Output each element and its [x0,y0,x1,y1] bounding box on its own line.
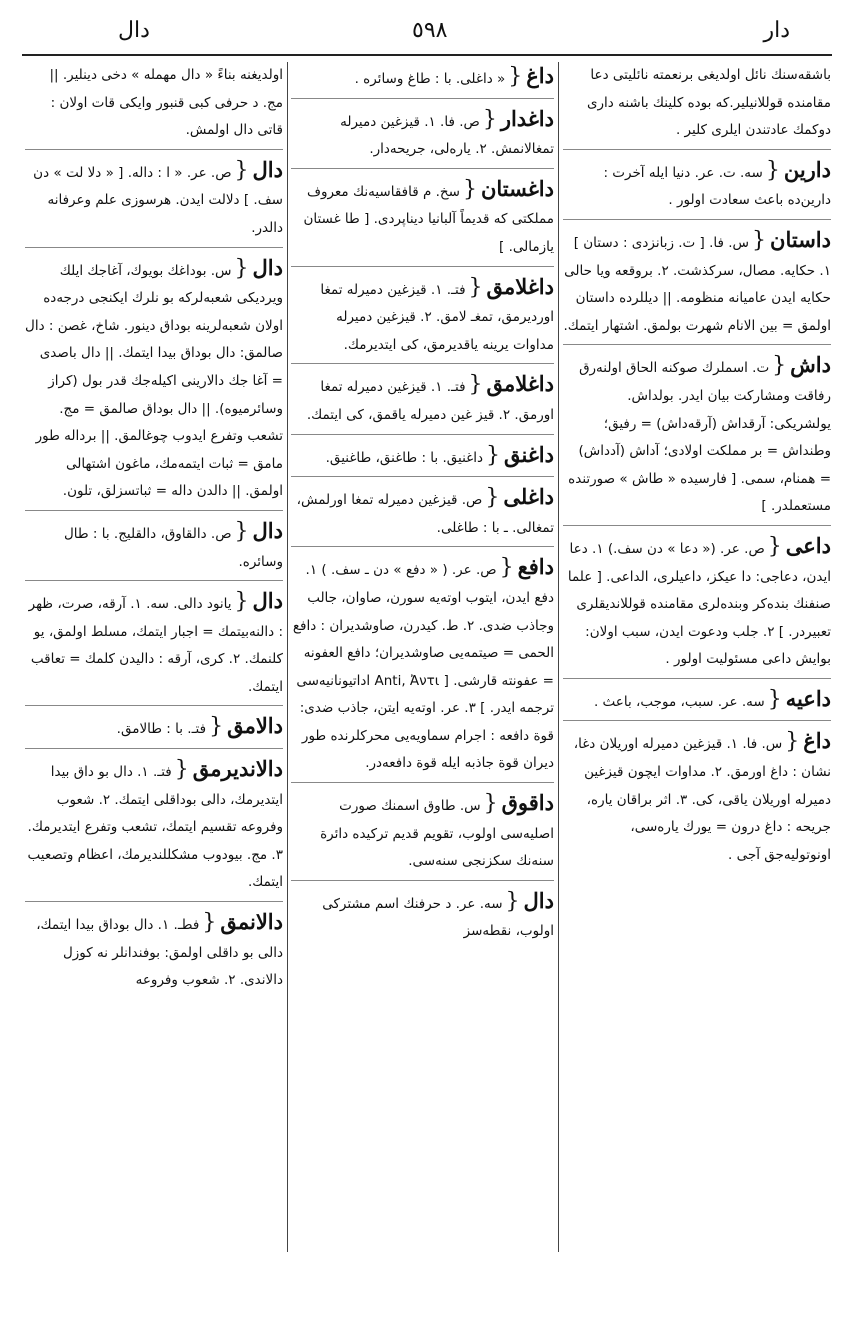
entry-headword: دافع [517,554,554,580]
brace-icon: { [505,888,520,914]
dictionary-entry [25,587,283,706]
dictionary-entry [291,175,554,267]
entry-headword: داش [790,352,831,378]
entry-headword: داستان [770,226,831,252]
brace-icon: { [202,910,217,936]
entry-definition: ص. عر. ( « دفع » دن ـ سف. ) ١. دفع ايدن، ايتوب اوته‌يه سورن، صاوان، جالب وجاذب ضدى. ٢. ط. كيدرن، صاوشديران : دافع الحمى = صيتمەيى صاوشديران؛ دافع العفونه = عفونته قارشى. [ Anti, Ἀντι اداتيونانيه‌سى ترجمه ايدر. ] ٣. عر. اوته‌يه ايتن، جاذب ضدى: قوة دافعه : اجرام سماويەيى محركلرنده طور ديران قوة جاذبه ايله قوة دافعه‌در. [292,562,554,772]
entry-headword: دالاندیرمق [192,756,283,782]
brace-icon: { [174,757,189,783]
entry-headword: داقوق [501,790,554,816]
entry-headword: دالامق [227,713,283,739]
header-left-title: دال [118,18,150,43]
entry-headword: دال [523,887,554,913]
entry-headword: داغلامق [486,273,554,299]
entry-definition: سه. عر. د حرفنك اسم مشتركى اولوب، نقطه‌سز [322,895,554,940]
dictionary-entry [563,727,831,873]
entry-headword: داغستان [480,175,554,201]
brace-icon: { [462,176,477,202]
page-number: ٥٩٨ [412,18,448,43]
brace-icon: { [772,353,787,379]
brace-icon: { [483,791,498,817]
entry-definition: فتـ. با : طالامق. [116,721,207,738]
dictionary-entry [291,483,554,547]
dictionary-entry [25,712,283,749]
entry-definition: باشقه‌سنك نائل اولديغى برنعمته نائليتى دعا مقامنده قوللانيلير.كه بوده كلينك باشنه دارى دوكمك عادتندن ايلرى كلير . [586,67,831,139]
brace-icon: { [508,64,523,89]
column-right [563,62,831,1257]
brace-icon: { [765,157,780,183]
entry-definition: ت. اسملرك صوكنه الحاق اولنه‌رق رفاقت ومشاركت بيان ايدر. بولداش. يولشريكى: آرقداش (آرقه‌داش) = رفيق؛ وطنداش = بر مملكت اولادى؛ آداش (آدداش) = همنام، سمى. [ فارسيده « طاش » صورتنده مستعملدر. ] [568,360,831,515]
entry-headword: دال [252,588,283,614]
dictionary-entry [291,370,554,434]
entry-definition: اولديغنه بناءً « دال مهمله » دخى دينلير. || مج. د حرفى كبى قنبور وايكى قات اولان : قاتى دال اولمش. [49,67,283,139]
column-divider-left [287,62,288,1252]
entry-definition: « داغلى. با : طاغ وسائره . [354,71,506,87]
entry-definition: فتـ. ١. دال بو داق بيدا ايتديرمك، دالى بوداقلى ايتمك. ٢. شعوب وفروعه تقسيم ايتمك، تشعب وتفرع ايتديرمك. ٣. مج. بيودوب مشكللنديرمك، اعظام وتصعيب ايتمك. [27,764,283,891]
entry-definition: ص. عر. (« دعا » دن سف.) ١. دعا ايدن، دعاجى: دا عيكز، داعيلرى، الداعى. [ علما صنفنك بنده‌كر وبنده‌لرى مقامنده قوللانديقلرى تعبيردر. ] ٢. جلب ودعوت ايدن، سبب اولان: بوايش داعى مسئوليت اولور . [567,540,831,668]
brace-icon: { [468,372,483,398]
brace-icon: { [468,274,483,300]
brace-icon: { [209,714,224,740]
dictionary-entry [563,685,831,722]
dictionary-entry [25,755,283,902]
brace-icon: { [785,729,800,755]
entry-headword: داغ [803,728,831,754]
header-right-title: دار [763,18,790,43]
dictionary-entry [563,351,831,526]
brace-icon: { [767,533,782,559]
entry-definition: سخ. م قافقاسيەنك معروف مملكتى كه قديماً آلبانيا ديناپردى. [ طا غستان يازمالى. ] [303,183,554,255]
entry-headword: دال [252,517,283,543]
entry-headword: دال [252,254,283,280]
column-left [25,62,283,1257]
dictionary-entry [291,887,554,950]
entry-definition: ص. عر. « ا : داله. [ « دلا لت » دن سف. ] دلالت ايدن. هرسوزى علم وعرفانه دالدر. [33,164,283,236]
entry-definition: داغنيق. با : طاغنق، طاغنيق. [325,449,483,466]
entry-definition: فتـ. ١. قيزغين دميرله تمغا اورمق. ٢. قيز غين دميرله ياقمق، كى ايتمك. [306,379,554,423]
entry-headword: داغلامق [486,371,554,397]
brace-icon: { [234,589,249,615]
dictionary-entry [563,62,831,150]
entry-headword: داغدار [500,105,554,131]
header-rule [22,54,832,56]
dictionary-entry [563,532,831,679]
dictionary-entry [291,105,554,169]
dictionary-entry [25,254,283,511]
entry-headword: داعيه [785,685,831,711]
dictionary-entry [291,441,554,478]
brace-icon: { [767,686,782,712]
entry-headword: دارين [783,156,831,182]
entry-headword: داغلى [503,484,554,510]
entry-definition: سه. عر. سبب، موجب، باعث . [593,693,765,710]
entry-headword: داغنق [503,441,554,467]
entry-definition: ص. دالقاوق، دالقليج. با : طال وسائره. [63,525,283,570]
entry-definition: فتـ. ١. قيزغين دميرله تمغا اوردیرمق، تمغـ لامق. ٢. قيزغين دميرله مداوات يرينه ياقديرمق، كى ايتديرمك. [320,281,554,353]
dictionary-entry [25,156,283,248]
dictionary-entry [25,62,283,150]
column-divider-right [558,62,559,1252]
column-middle [291,62,554,1257]
dictionary-entry [25,517,283,581]
entry-definition: يانود دالى. سه. ١. آرقه، صرت، ظهر : دالنه‌بيتمك = اجبار ايتمك، مسلط اولمق، يو كلنمك. ٢. كرى، آرقه : داليدن كلمك = تعاقب ايتمك. [28,596,283,695]
entry-headword: داغ [526,63,554,88]
entry-definition: س. بوداغك بويوك، آغاجك ايلك ويرديكى شعبه‌لركه بو نلرك ايكنجى درجه‌ده اولان شعبه‌لرينه بوداق دينور. شاخ، غصن : دال صالمق: دال بوداق بيدا ايتمك. || دال باصدى = آغا جك دالارينى اكيلەجك قدر بول (كراز وسائرميوه). || دال بوداق صالمق = مج. تشعب وتفرع ايدوب چوغالمق. || برداله طور مامق = ثبات ايتمه‌مك، ماغون اشتهالى اولمق. || دالدن داله = ثباتسزلق، تلون. [25,262,283,500]
brace-icon: { [752,227,767,253]
entry-headword: دالانمق [220,909,283,935]
brace-icon: { [499,555,514,581]
entry-definition: سه. ت. عر. دنيا ايله آخرت : دارين‌ده باعث سعادت اولور . [603,164,831,209]
entry-headword: داعى [785,532,831,558]
entry-definition: س. فا. ١. قيزغين دميرله اوريلان دغا، نشان : داغ اورمق. ٢. مداوات ايچون قيزغين دميرله اوريلان ياقى، كى. ٣. اثر براقان ياره، جريحه : داغ درون = يورك يارەسى، اونوتوليه‌جق آجى . [573,736,831,863]
entry-definition: ص. قيزغين دميرله تمغا اورلمش، تمغالى. ـ با : طاغلى. [296,492,554,536]
brace-icon: { [485,442,500,468]
entry-headword: دال [252,156,283,182]
entry-definition: ص. فا. ١. قيزغين دميرله تمغالانمش. ٢. يارەلى، جريحەدار. [340,113,554,158]
page-header [22,12,832,50]
brace-icon: { [234,518,249,544]
entry-definition: س. طاوق اسمنك صورت اصليه‌سى اولوب، تقويم قديم تركيده دائرة سنەنك سكزنجى سنه‌سى. [320,798,554,870]
dictionary-entry [291,62,554,99]
dictionary-entry [25,908,283,999]
brace-icon: { [234,157,249,183]
dictionary-entry [563,156,831,220]
entry-definition: فطـ. ١. دال بوداق بيدا ايتمك، دالى بو داقلى اولمق: بوفندانلر نه كوزل دالاندى. ٢. شعوب وفروعه [36,917,283,989]
brace-icon: { [482,106,497,132]
dictionary-entry [291,553,554,783]
entry-definition: س. فا. [ ت. زبانزدى : دستان ] ١. حكايه. مصال، سركذشت. ٢. بروقعه ويا حالى حكايه ايدن عاميانه منظومه. || ديللرده داستان اولمق = بين الانام شهرت بولمق. اشتهار ايتمك. [563,234,831,334]
dictionary-entry [563,226,831,345]
dictionary-entry [291,789,554,881]
brace-icon: { [485,485,500,511]
brace-icon: { [234,255,249,281]
dictionary-entry [291,273,554,365]
